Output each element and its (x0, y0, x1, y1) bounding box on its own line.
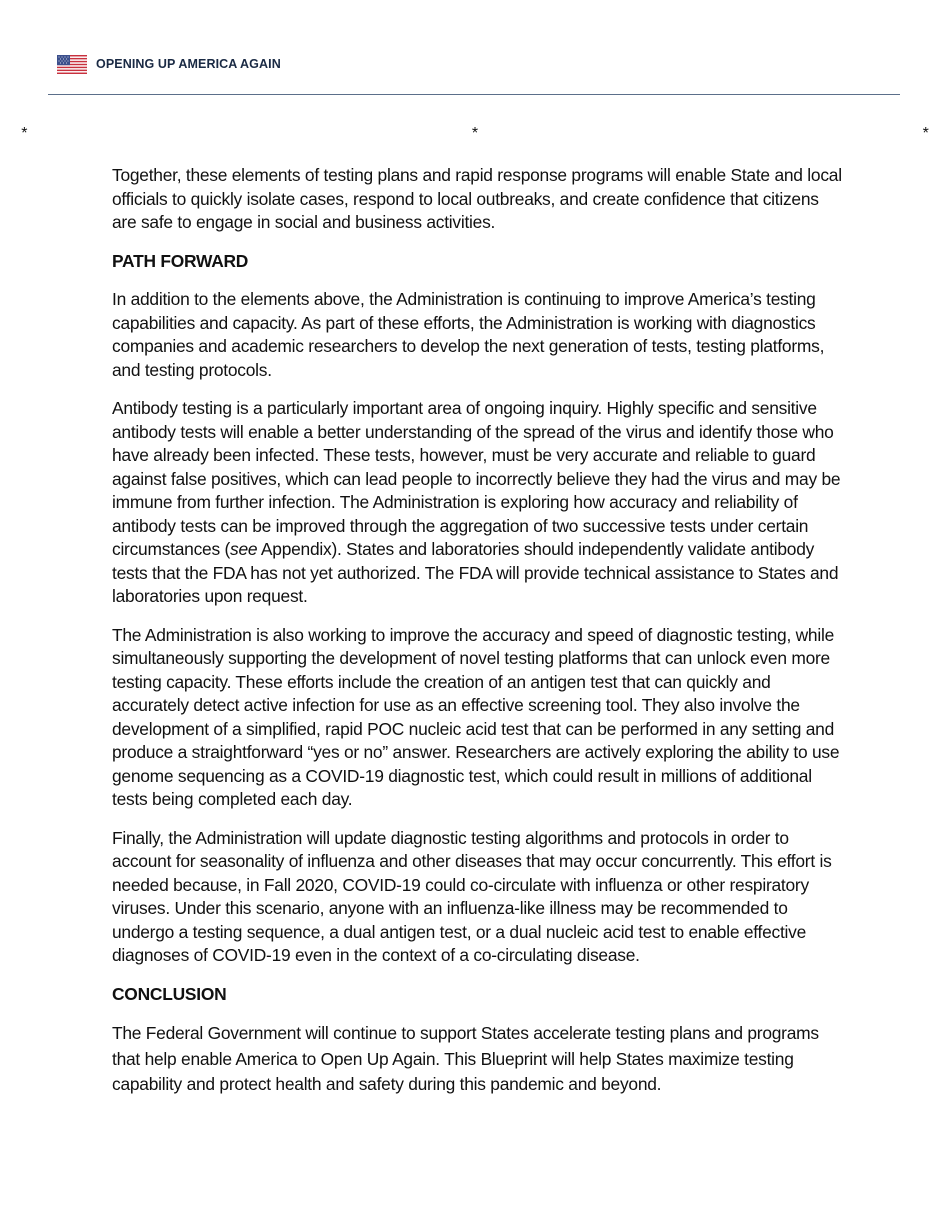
header-title: OPENING UP AMERICA AGAIN (96, 57, 281, 71)
path-forward-heading: PATH FORWARD (112, 250, 249, 271)
header-divider (48, 94, 900, 95)
path-forward-paragraph-1: In addition to the elements above, the Administration is continuing to improve America’s testing capabilities and capacity. As part of these efforts, the Administration is working with diagnostics companies and academic researchers to develop the next generation of tests, testing platforms, and testing protocols. (112, 289, 825, 380)
path-forward-paragraph-3: The Administration is also working to improve the accuracy and speed of diagnostic testing, while simultaneously supporting the development of novel testing platforms that can unlock even more testing capacity. These efforts include the creation of an antigen test that can quickly and accurately detect active infection for use as an effective screening tool. They also involve the development of a simplified, rapid POC nucleic acid test that can be performed in any setting and produce a straightforward “yes or no” answer. Researchers are actively exploring the ability to use genome sequencing as a COVID-19 diagnostic test, which could result in millions of additional tests being completed each day. (112, 624, 840, 809)
antibody-text-end: Appendix). States and laboratories should independently validate antibody tests that the FDA has not yet authorized. The FDA will provide technical assistance to States and laboratories upon request. (112, 539, 839, 606)
see-italic: see (230, 539, 258, 559)
antibody-text-start: Antibody testing is a particularly important area of ongoing inquiry. Highly specific and sensitive antibody tests will enable a better understanding of the spread of the virus and identify those who have already been infected. These tests, however, must be very accurate and reliable to guard against false positives, which can lead people to incorrectly believe they had the virus and may be immune from further infection. The Administration is exploring how accuracy and reliability of antibody tests can be improved through the aggregation of two successive tests under certain circumstances ( (112, 398, 841, 559)
path-forward-paragraph-4: Finally, the Administration will update diagnostic testing algorithms and protocols in order to account for seasonality of influenza and other diseases that may occur concurrently. This effort is needed because, in Fall 2020, COVID-19 could co-circulate with influenza or other respiratory viruses. Under this scenario, anyone with an influenza-like illness may be recommended to undergo a testing sequence, a dual antigen test, or a dual nucleic acid test to enable effective diagnoses of COVID-19 even in the context of a co-circulating disease. (112, 827, 832, 965)
section-separator: * * * (21, 125, 929, 142)
conclusion-heading: CONCLUSION (112, 983, 227, 1004)
intro-paragraph: Together, these elements of testing plans and rapid response programs will enable State and local officials to quickly isolate cases, respond to local outbreaks, and create confidence that citizens are safe to engage in social and business activities. (112, 165, 842, 232)
page-header (57, 54, 281, 74)
path-forward-paragraph-2 (112, 397, 842, 609)
document-body (112, 164, 842, 1113)
us-flag-icon (57, 55, 87, 74)
conclusion-paragraph: The Federal Government will continue to support States accelerate testing plans and programs that help enable America to Open Up Again. This Blueprint will help States maximize testing capability and protect health and safety during this pandemic and beyond. (112, 1023, 819, 1094)
